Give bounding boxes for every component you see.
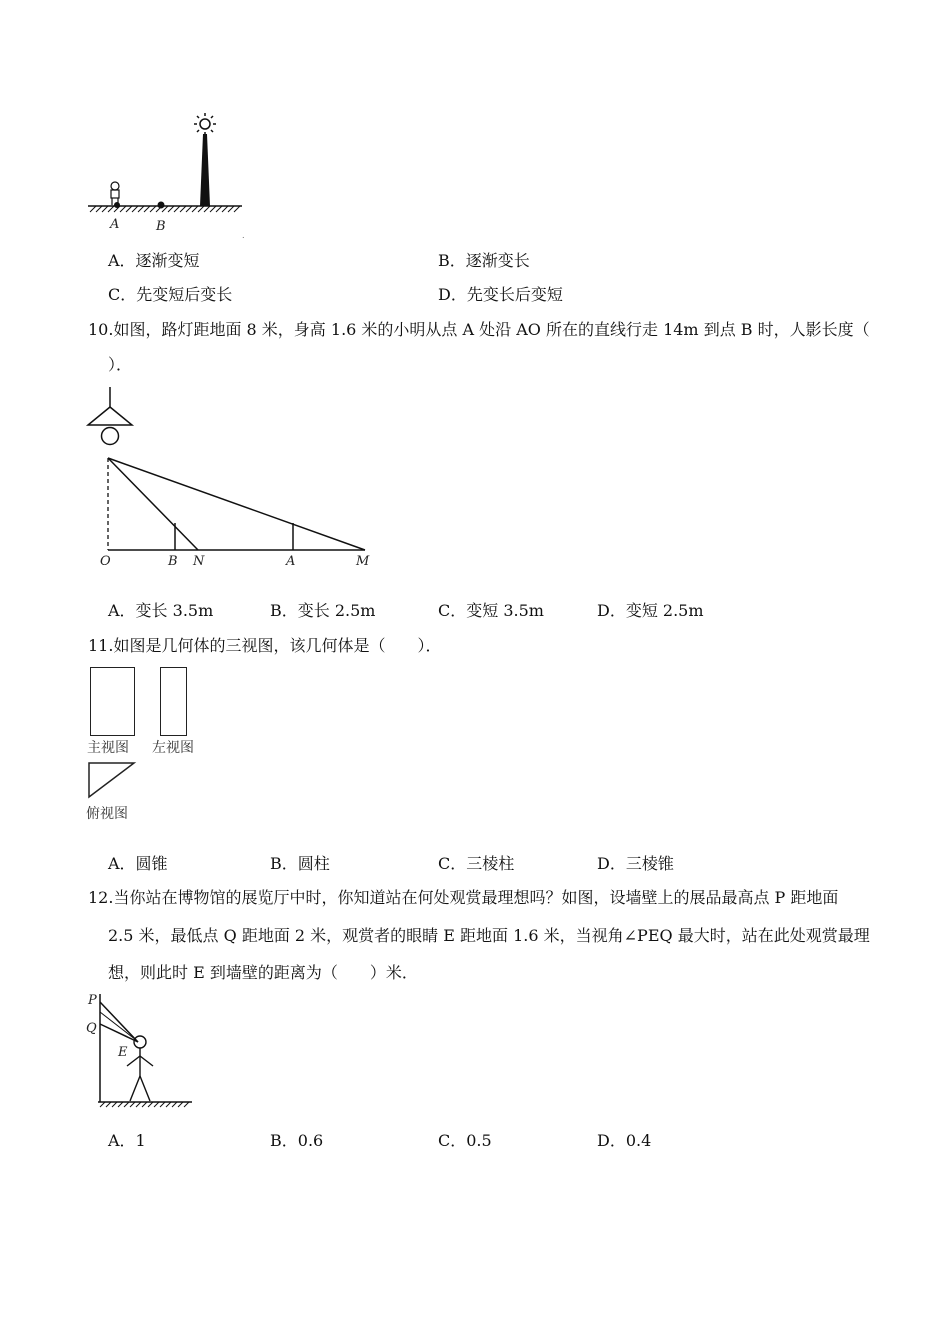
- q9-label-a: A: [110, 217, 120, 232]
- q11-front-view: [90, 667, 135, 736]
- q11-option-c[interactable]: C．三棱柱: [438, 854, 515, 873]
- q12-option-c[interactable]: C．0.5: [438, 1131, 492, 1150]
- q12-label-p: P: [88, 993, 97, 1008]
- q10-label-a: A: [286, 554, 296, 569]
- q12-label-e: E: [118, 1045, 128, 1060]
- q9-option-c[interactable]: C．先变短后变长: [108, 285, 233, 304]
- q10-label-b: B: [168, 554, 178, 569]
- q10-stem-line2: ）．: [108, 355, 133, 374]
- q9-option-a[interactable]: A．逐渐变短: [108, 251, 200, 270]
- stick-figure-icon: [127, 1036, 153, 1101]
- q10-label-o: O: [100, 554, 111, 569]
- q11-option-d[interactable]: D．三棱锥: [597, 854, 674, 873]
- q11-stem-line1: 11.如图是几何体的三视图，该几何体是（ ）．: [88, 636, 442, 655]
- q12-stem-line2: 2.5 米，最低点 Q 距地面 2 米，观赏者的眼睛 E 距地面 1.6 米，当视角∠PEQ 最大时，站在此处观赏最理: [108, 926, 870, 945]
- q9-option-b[interactable]: B．逐渐变长: [438, 251, 530, 270]
- q12-option-a[interactable]: A．1: [108, 1131, 146, 1150]
- q12-stem-line1: 12.当你站在博物馆的展览厅中时，你知道站在何处观赏最理想吗？如图，设墙壁上的展品最高点 P 距地面: [88, 888, 839, 907]
- sun-lamp-icon: [194, 113, 216, 206]
- q9-label-b: B: [156, 219, 166, 234]
- q10-label-n: N: [193, 554, 205, 569]
- q10-stem-line1: 10.如图，路灯距地面 8 米，身高 1.6 米的小明从点 A 处沿 AO 所在的直线行走 14m 到点 B 时，人影长度（: [88, 320, 870, 339]
- q10-option-b[interactable]: B．变长 2.5m: [270, 601, 376, 620]
- q11-option-a[interactable]: A．圆锥: [108, 854, 168, 873]
- q12-option-b[interactable]: B．0.6: [270, 1131, 324, 1150]
- person-icon: [111, 182, 119, 205]
- svg-text:.: .: [242, 231, 245, 240]
- q10-option-c[interactable]: C．变短 3.5m: [438, 601, 544, 620]
- q11-front-caption: 主视图: [87, 740, 129, 756]
- q11-top-caption: 俯视图: [86, 806, 128, 822]
- q11-left-view: [160, 667, 187, 736]
- q10-option-a[interactable]: A．变长 3.5m: [108, 601, 214, 620]
- q12-option-d[interactable]: D．0.4: [597, 1131, 652, 1150]
- q10-figure: [80, 385, 390, 575]
- q10-label-m: M: [356, 554, 370, 569]
- q9-option-d[interactable]: D．先变长后变短: [438, 285, 563, 304]
- q10-option-d[interactable]: D．变短 2.5m: [597, 601, 704, 620]
- q11-top-view: [86, 760, 138, 800]
- q12-stem-line3: 想，则此时 E 到墙壁的距离为（ ）米．: [108, 963, 418, 982]
- q9-figure: [80, 110, 260, 240]
- q12-figure: [80, 990, 205, 1112]
- q11-left-caption: 左视图: [152, 740, 194, 756]
- q11-option-b[interactable]: B．圆柱: [270, 854, 330, 873]
- q12-label-q: Q: [86, 1021, 97, 1036]
- street-lamp-icon: [88, 387, 132, 445]
